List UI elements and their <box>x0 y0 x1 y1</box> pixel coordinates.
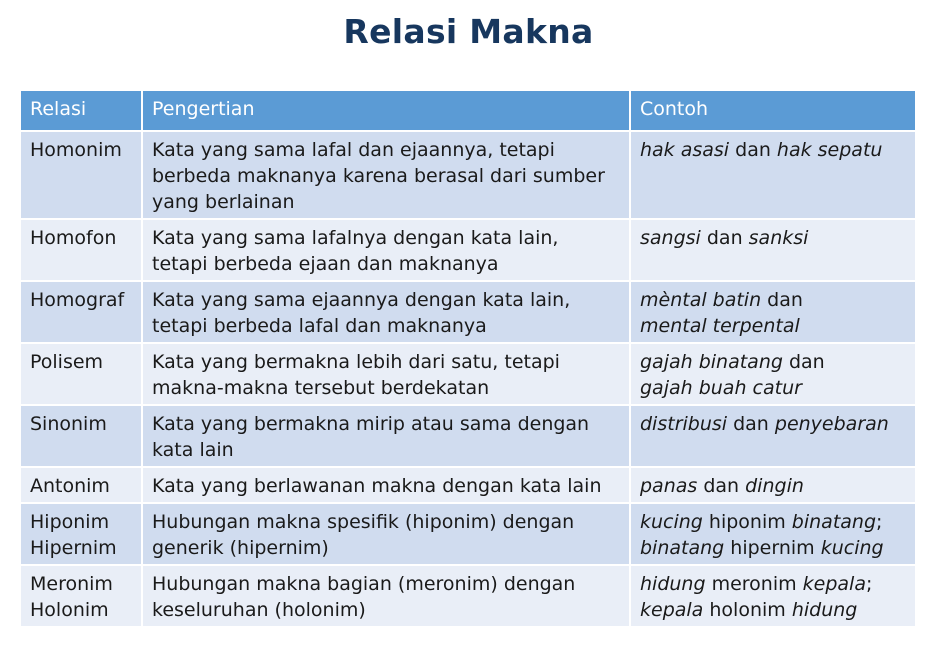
example-word: binatang <box>791 511 877 533</box>
definition-line: Kata yang sama ejaannya dengan kata lain, <box>152 289 571 311</box>
cell-relasi <box>20 467 142 503</box>
example-line <box>640 137 906 163</box>
cell-relasi <box>20 281 142 343</box>
definition-line: generik (hipernim) <box>152 537 329 559</box>
example-word: panas <box>640 475 698 497</box>
cell-relasi <box>20 503 142 565</box>
table-row <box>20 503 916 565</box>
cell-contoh <box>630 131 916 219</box>
example-connector: hiponim <box>702 511 792 533</box>
example-word: sanksi <box>748 227 809 249</box>
cell-contoh <box>630 281 916 343</box>
cell-contoh <box>630 405 916 467</box>
definition-line: Kata yang bermakna lebih dari satu, tetapi <box>152 351 560 373</box>
example-word: hidung <box>640 573 706 595</box>
table-row <box>20 219 916 281</box>
example-connector: dan <box>761 289 803 311</box>
relasi-term: Homograf <box>30 289 125 311</box>
definition-line: Hubungan makna spesifik (hiponim) dengan <box>152 511 575 533</box>
definition-line: Kata yang berlawanan makna dengan kata lain <box>152 475 602 497</box>
table-row <box>20 467 916 503</box>
table-row <box>20 281 916 343</box>
example-connector: dan <box>697 475 746 497</box>
relasi-term: Homonim <box>30 139 122 161</box>
example-word: kucing <box>820 537 884 559</box>
cell-pengertian <box>142 565 630 627</box>
example-connector: dan <box>782 351 825 373</box>
cell-pengertian <box>142 219 630 281</box>
cell-relasi <box>20 219 142 281</box>
example-line <box>640 287 906 313</box>
cell-pengertian <box>142 131 630 219</box>
example-word: kepala <box>802 573 866 595</box>
definition-line: Kata yang bermakna mirip atau sama dengan <box>152 413 590 435</box>
definition-line: berbeda maknanya karena berasal dari sumber <box>152 165 605 187</box>
relasi-term: Antonim <box>30 475 110 497</box>
example-word: dingin <box>745 475 804 497</box>
relasi-term: Holonim <box>30 599 109 621</box>
cell-relasi <box>20 405 142 467</box>
definition-line: tetapi berbeda lafal dan maknanya <box>152 315 487 337</box>
table-body <box>20 131 916 627</box>
relasi-term: Hipernim <box>30 537 117 559</box>
page-title: Relasi Makna <box>343 12 594 51</box>
relasi-term: Sinonim <box>30 413 107 435</box>
example-word: hak sepatu <box>776 139 883 161</box>
example-connector: holonim <box>703 599 792 621</box>
example-word: mèntal batin <box>640 289 762 311</box>
cell-pengertian <box>142 281 630 343</box>
example-word: hak asasi <box>640 139 730 161</box>
example-word: gajah binatang <box>640 351 783 373</box>
definition-line: Kata yang sama lafal dan ejaannya, tetapi <box>152 139 555 161</box>
example-line <box>640 225 906 251</box>
example-line <box>640 349 906 375</box>
example-line <box>640 571 906 597</box>
cell-contoh <box>630 565 916 627</box>
table-row <box>20 565 916 627</box>
example-line <box>640 313 906 339</box>
example-word: gajah buah catur <box>640 377 802 399</box>
definition-line: tetapi berbeda ejaan dan maknanya <box>152 253 499 275</box>
example-word: binatang <box>640 537 725 559</box>
relasi-term: Homofon <box>30 227 117 249</box>
table-row <box>20 131 916 219</box>
relasi-term: Meronim <box>30 573 113 595</box>
column-header-relasi: Relasi <box>20 90 142 131</box>
table-header-row <box>20 90 916 131</box>
relasi-term: Hiponim <box>30 511 110 533</box>
cell-relasi <box>20 131 142 219</box>
definition-line: keseluruhan (holonim) <box>152 599 366 621</box>
cell-relasi <box>20 565 142 627</box>
definition-line: Hubungan makna bagian (meronim) dengan <box>152 573 576 595</box>
example-word: penyebaran <box>774 413 889 435</box>
example-word: distribusi <box>640 413 728 435</box>
example-line <box>640 535 906 561</box>
definition-line: kata lain <box>152 439 234 461</box>
definition-line: makna-makna tersebut berdekatan <box>152 377 490 399</box>
cell-contoh <box>630 467 916 503</box>
example-word: kepala <box>640 599 704 621</box>
cell-contoh <box>630 219 916 281</box>
example-word: kucing <box>640 511 703 533</box>
table-row <box>20 343 916 405</box>
relasi-term: Polisem <box>30 351 104 373</box>
cell-relasi <box>20 343 142 405</box>
cell-contoh <box>630 503 916 565</box>
column-header-contoh: Contoh <box>630 90 916 131</box>
example-line <box>640 473 906 499</box>
example-line <box>640 597 906 623</box>
example-connector: ; <box>865 573 873 595</box>
example-connector: dan <box>727 413 775 435</box>
example-word: sangsi <box>640 227 701 249</box>
example-line <box>640 509 906 535</box>
cell-pengertian <box>142 503 630 565</box>
cell-contoh <box>630 343 916 405</box>
cell-pengertian <box>142 467 630 503</box>
example-connector: ; <box>876 511 883 533</box>
column-header-pengertian: Pengertian <box>142 90 630 131</box>
example-connector: hipernim <box>724 537 821 559</box>
example-connector: dan <box>700 227 749 249</box>
example-connector: dan <box>729 139 777 161</box>
example-line <box>640 375 906 401</box>
example-word: mental terpental <box>640 315 800 337</box>
cell-pengertian <box>142 405 630 467</box>
relations-table <box>19 89 917 628</box>
cell-pengertian <box>142 343 630 405</box>
table-row <box>20 405 916 467</box>
example-word: hidung <box>791 599 858 621</box>
definition-line: yang berlainan <box>152 191 295 213</box>
example-connector: meronim <box>705 573 803 595</box>
definition-line: Kata yang sama lafalnya dengan kata lain, <box>152 227 559 249</box>
example-line <box>640 411 906 437</box>
